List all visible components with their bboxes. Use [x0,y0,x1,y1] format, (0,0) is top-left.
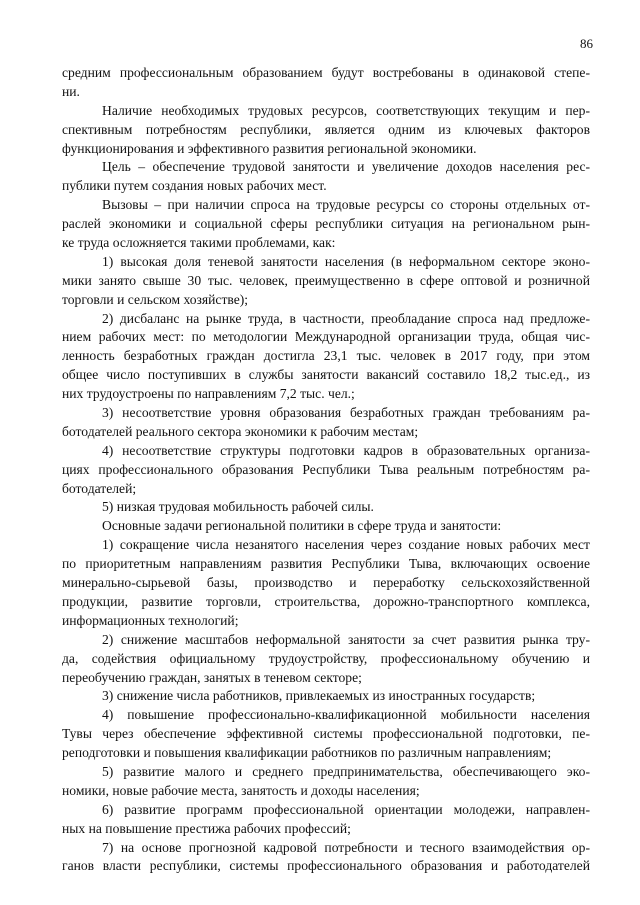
text-line: Цель – обеспечение трудовой занятости и увеличение доходов населения рес- [102,159,590,175]
text-line: функционирования и эффективного развития региональной экономики. [62,140,477,156]
text-line: торговли и сельском хозяйстве); [62,291,249,307]
text-line: раслей экономики и социальной сферы республики ситуация на региональном рын- [62,216,590,232]
text-line: средним профессиональным образованием будут востребованы в одинаковой степе- [62,65,590,80]
text-line: Вызовы – при наличии спроса на трудовые ресурсы со стороны отдельных от- [102,197,590,213]
text-line: общее число поступивших в службы занятости вакансий составило 18,2 тыс.ед., из [62,367,590,383]
text-line: 7) на основе прогнозной кадровой потребности и тесного взаимодействия ор- [102,839,590,855]
text-line: Тувы через обеспечение эффективной системы профессиональной подготовки, пе- [62,726,590,742]
text-line: Наличие необходимых трудовых ресурсов, соответствующих текущим и пер- [102,102,590,118]
text-line: них трудоустроены по направлениям 7,2 тыс. чел.; [62,386,355,402]
text-line: 2) дисбаланс на рынке труда, в частности, преобладание спроса над предложе- [102,310,590,326]
text-line: ке труда осложняется такими проблемами, как: [62,235,336,251]
text-line: да, содействия официальному трудоустройству, профессиональному обучению и [62,650,590,666]
text-line: переобучению граждан, занятых в теневом секторе; [62,669,362,685]
text-line: ботодателей реального сектора экономики к рабочим местам; [62,423,419,439]
text-line: циях профессионального образования Республики Тыва реальным потребностям ра- [62,461,590,477]
text-line: номики, новые рабочие места, занятость и доходы населения; [62,782,420,798]
text-line: спективным потребностям республики, является одним из ключевых факторов [62,121,590,137]
text-line: информационных технологий; [62,612,239,628]
text-line: публики путем создания новых рабочих мест. [62,178,327,194]
text-line: 4) несоответствие структуры подготовки кадров в образовательных организа- [102,442,590,458]
text-line: 2) снижение масштабов неформальной занятости за счет развития рынка тру- [102,631,590,647]
page-number: 86 [580,36,593,51]
text-line: 1) высокая доля теневой занятости населения (в неформальном секторе эконо- [102,253,590,269]
text-line: минерально-сырьевой базы, производство и переработку сельскохозяйственной [62,575,590,591]
text-line: 5) низкая трудовая мобильность рабочей силы. [102,499,374,515]
text-line: ботодателей; [62,480,137,496]
text-line: ных на повышение престижа рабочих профессий; [62,820,351,836]
text-line: 1) сокращение числа незанятого населения через создание новых рабочих мест [102,537,590,553]
text-line: 4) повышение профессионально-квалификационной мобильности населения [102,707,590,723]
document-body [62,64,590,876]
text-line: 5) развитие малого и среднего предпринимательства, обеспечивающего эко- [102,763,590,779]
text-line: ганов власти республики, системы профессионального образования и работодателей [62,858,590,874]
text-line: Основные задачи региональной политики в сфере труда и занятости: [102,518,502,534]
text-line: мики занято свыше 30 тыс. человек, преимущественно в сфере оптовой и розничной [62,272,590,288]
text-line: ни. [62,83,80,99]
text-line: нием рабочих мест: по методологии Международной организации труда, общая чис- [62,329,590,345]
text-line: 6) развитие программ профессиональной ориентации молодежи, направлен- [102,801,590,817]
text-line: реподготовки и повышения квалификации работников по различным направлениям; [62,745,552,761]
text-line: ленность безработных граждан достигла 23,1 тыс. человек в 2017 году, при этом [62,348,590,364]
text-line: 3) снижение числа работников, привлекаемых из иностранных государств; [102,688,536,704]
text-line: по приоритетным направлениям развития Республики Тыва, включающих освоение [62,556,590,572]
text-line: продукции, развитие торговли, строительства, дорожно-транспортного комплекса, [62,593,590,609]
text-line: 3) несоответствие уровня образования безработных граждан требованиям ра- [102,405,590,421]
